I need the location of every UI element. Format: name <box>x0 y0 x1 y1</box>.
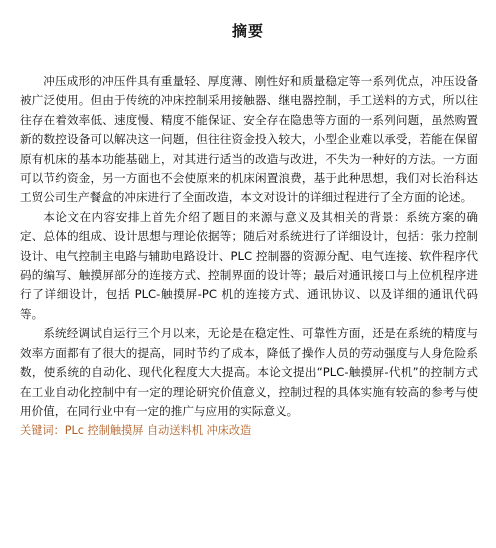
abstract-paragraph-1: 冲压成形的冲压件具有重量轻、厚度薄、刚性好和质量稳定等一系列优点，冲压设备被广泛使用。但由于传统的冲床控制采用接触器、继电器控制，手工送料的方式，所以往往存在着效率低、速度慢、精度不能保证、安全存在隐患等方面的一系列问题，虽然购置新的数控设备可以解决这一问题，但往往资金投入较大，小型企业难以承受，若能在保留原有机床的基本功能基础上，对其进行适当的改造与改进，不失为一种好的方法。一方面可以节约资金，另一方面也不会使原来的机床闲置浪费，基于此种思想，我们对长治科达工贸公司生产餐盒的冲床进行了全面改造，本文对设计的详细过程进行了全方面的论述。 <box>20 74 478 205</box>
keywords-label: 关键词： <box>20 424 65 438</box>
page-title: 摘要 <box>231 22 264 40</box>
abstract-body <box>20 72 478 441</box>
abstract-paragraph-3: 系统经调试自运行三个月以来，无论是在稳定性、可靠性方面，还是在系统的精度与效率方面都有了很大的提高，同时节约了成本，降低了操作人员的劳动强度与人身危险系数，使系统的自动化、现代化程度大大提高。本论文提出“PLC-触摸屏-代机”的控制方式在工业自动化控制中有一定的理论研究价值意义，控制过程的具体实施有较高的参考与使用价值，在同行业中有一定的推广与应用的实际意义。 <box>20 326 478 418</box>
abstract-paragraph-2: 本论文在内容安排上首先介绍了题目的来源与意义及其相关的背景：系统方案的确定、总体的组成、设计思想与理论依据等；随后对系统进行了详细设计，包括：张力控制设计、电气控制主电路与辅助电路设计、PLC 控制器的资源分配、电气连接、软件程序代码的编写、触摸屏部分的连接方式、控制界面的设计等；最后对通讯接口与上位机程序进行了详细设计，包括 PLC-触摸屏-PC 机的连接方式、通讯协议、以及详细的通讯代码等。 <box>20 209 478 321</box>
keywords-line <box>20 421 478 440</box>
keywords-text: PLc 控制触摸屏 自动送料机 冲床改造 <box>64 424 252 438</box>
